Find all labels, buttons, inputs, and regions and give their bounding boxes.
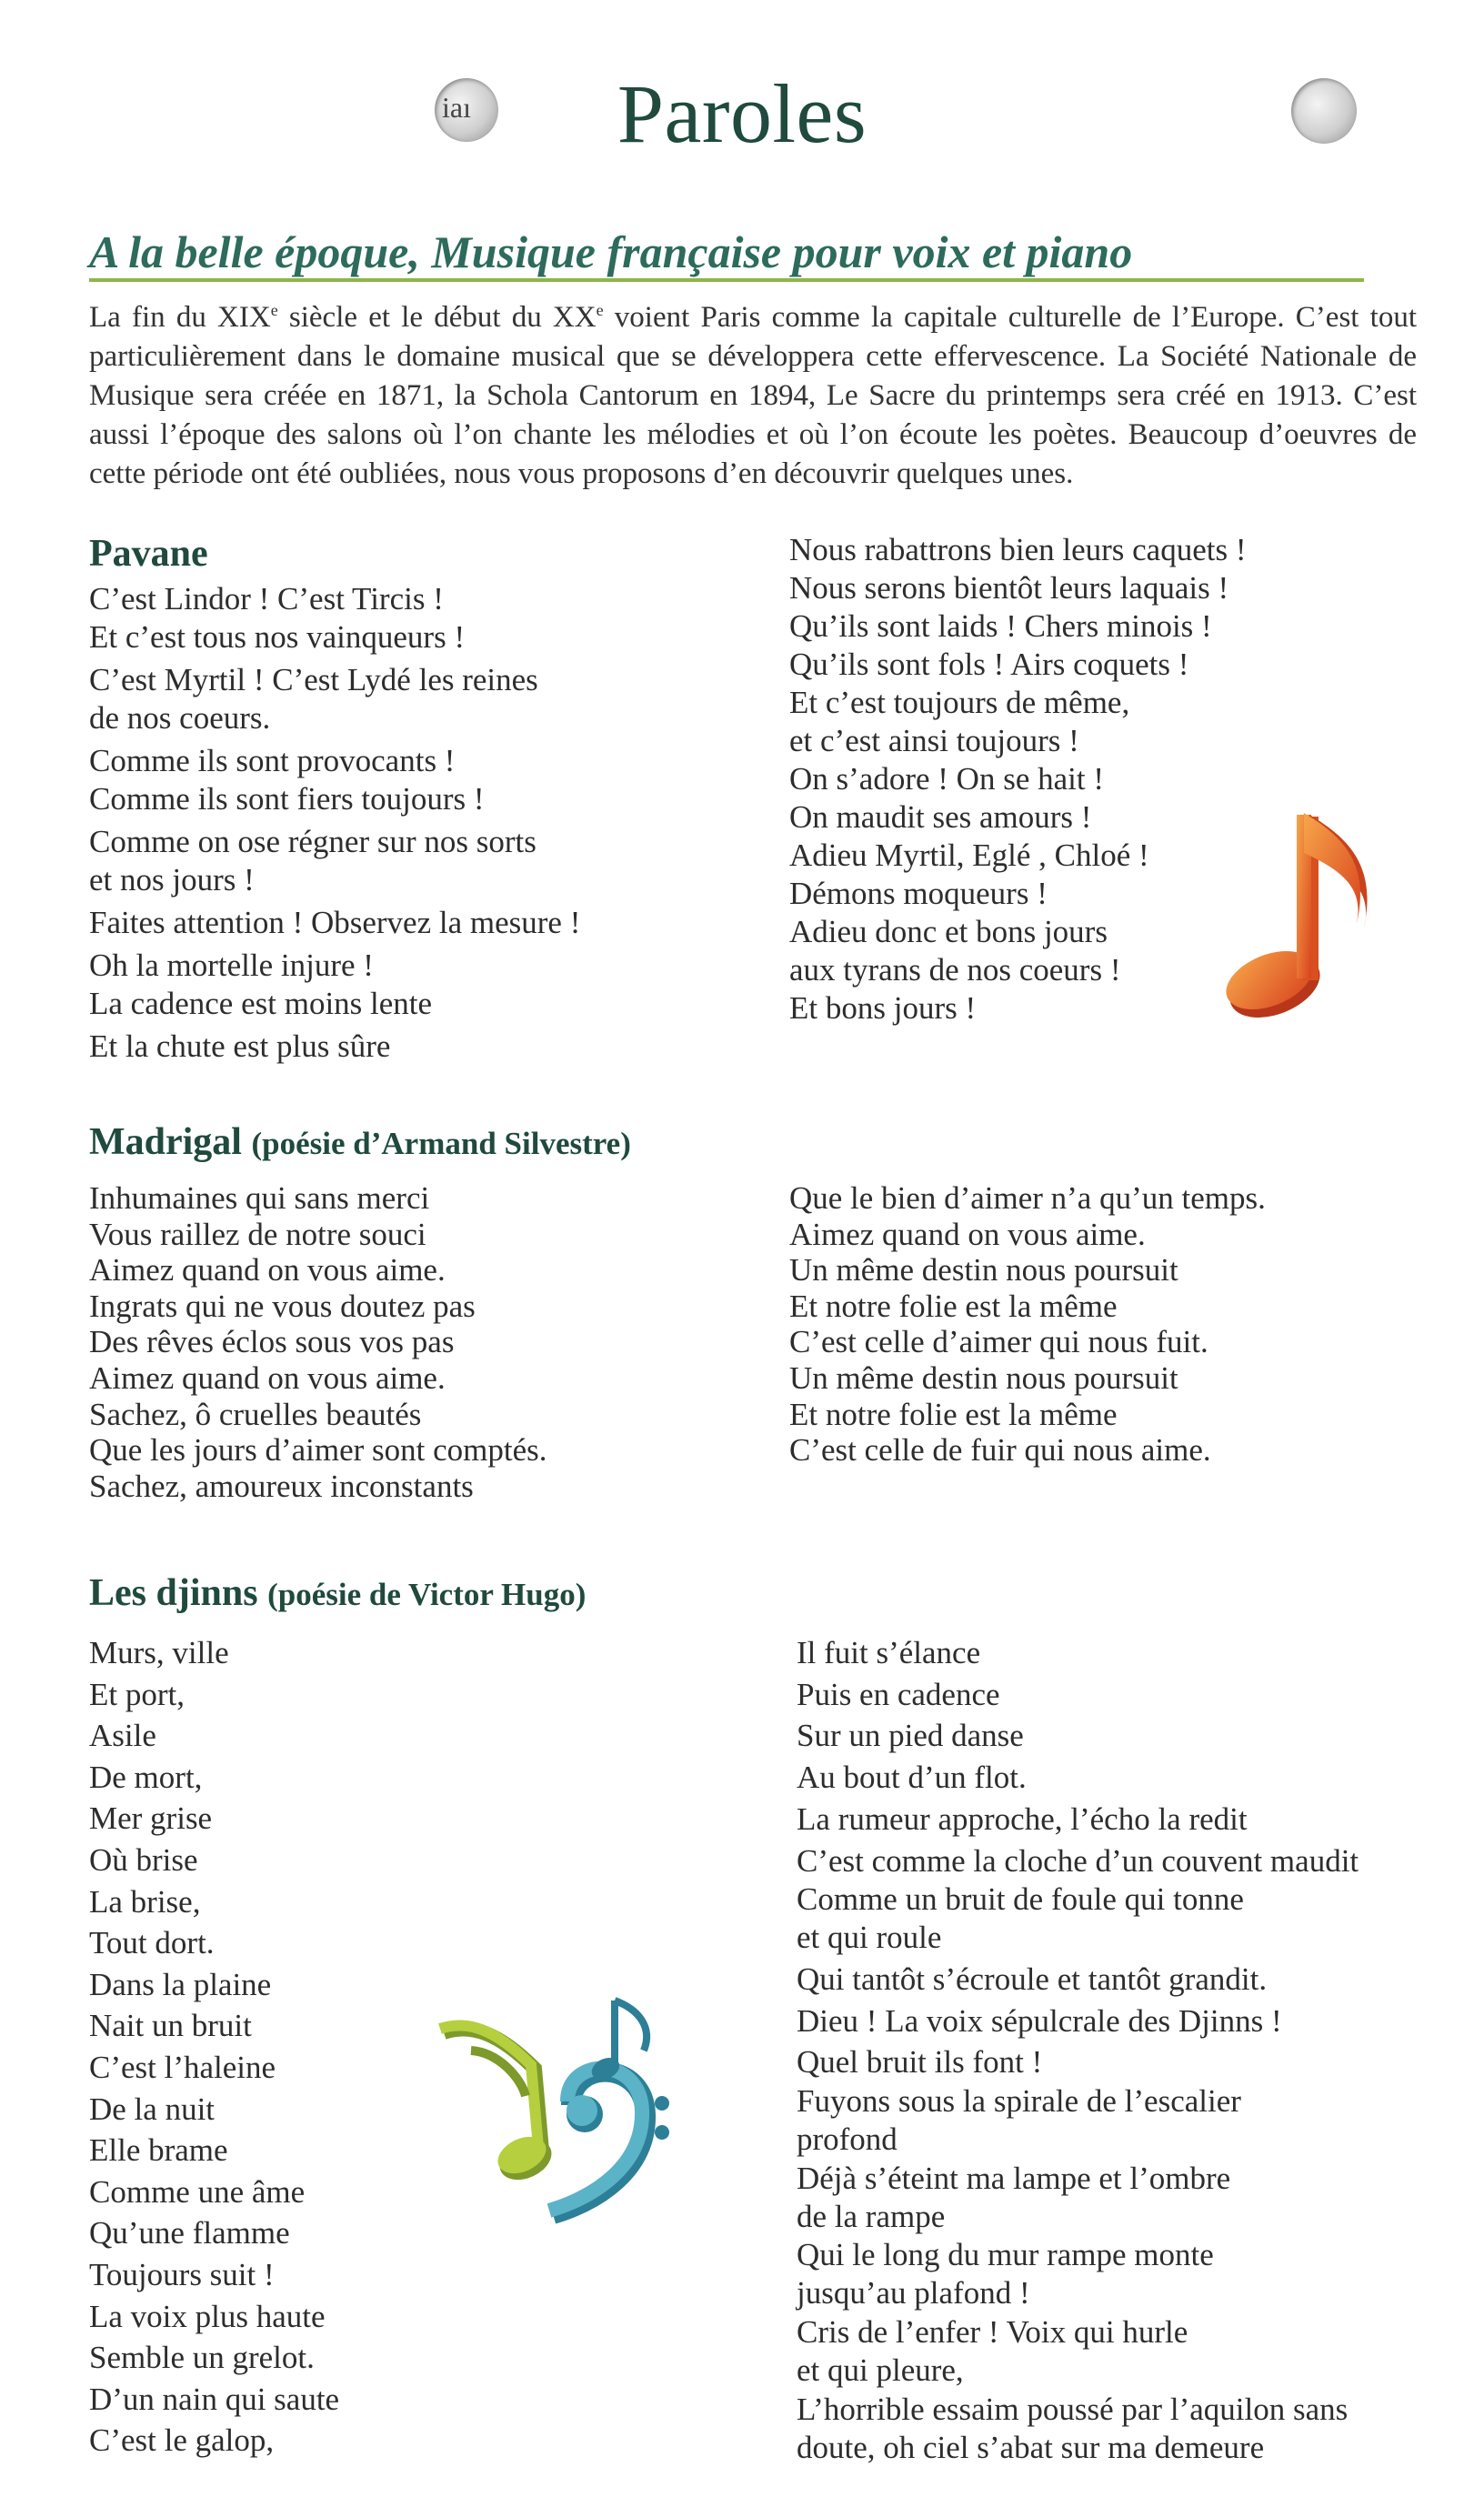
djinns-title xyxy=(89,1571,586,1615)
page-title: Paroles xyxy=(617,67,867,160)
djinns-right-line: L’horrible essaim poussé par l’aquilon sans xyxy=(797,2391,1349,2427)
madrigal-left-line: Sachez, ô cruelles beautés xyxy=(89,1396,422,1432)
pavane-left-column xyxy=(89,580,580,1066)
madrigal-left-line: Aimez quand on vous aime. xyxy=(89,1252,446,1289)
intro-text-1: La fin du XIX xyxy=(89,301,271,334)
intro-sup-1: e xyxy=(270,301,278,319)
djinns-left-line: La brise, xyxy=(89,1883,201,1920)
djinns-left-line: De mort, xyxy=(89,1759,203,1795)
madrigal-left-line: Des rêves éclos sous vos pas xyxy=(89,1324,455,1360)
madrigal-right-line: Aimez quand on vous aime. xyxy=(789,1216,1146,1252)
pavane-right-line: Adieu donc et bons jours xyxy=(789,914,1108,949)
pavane-left-line: et nos jours ! xyxy=(89,862,255,898)
djinns-right-line: et qui pleure, xyxy=(797,2352,964,2389)
djinns-left-line: Semble un grelot. xyxy=(89,2340,315,2376)
pavane-right-line: Nous rabattrons bien leurs caquets ! xyxy=(789,532,1247,567)
pavane-right-column xyxy=(789,531,1247,1028)
djinns-right-line: Déjà s’éteint ma lampe et l’ombre xyxy=(797,2160,1231,2196)
djinns-right-line: de la rampe xyxy=(797,2198,946,2234)
djinns-right-line: Cris de l’enfer ! Voix qui hurle xyxy=(797,2314,1188,2351)
djinns-right-line: C’est comme la cloche d’un couvent maudit xyxy=(797,1842,1359,1879)
pavane-left-line: Comme ils sont provocants ! xyxy=(89,743,456,778)
djinns-right-line: Comme un bruit de foule qui tonne xyxy=(797,1881,1244,1918)
djinns-left-line: C’est le galop, xyxy=(89,2422,275,2459)
djinns-right-line: doute, oh ciel s’abat sur ma demeure xyxy=(797,2429,1265,2465)
pavane-right-line: Et bons jours ! xyxy=(789,990,977,1026)
pavane-right-line: Nous serons bientôt leurs laquais ! xyxy=(789,570,1229,606)
madrigal-left-line: Aimez quand on vous aime. xyxy=(89,1359,446,1396)
pavane-right-line: et c’est ainsi toujours ! xyxy=(789,723,1079,758)
djinns-left-line: Murs, ville xyxy=(89,1635,229,1670)
intro-text-2: siècle et le début du XX xyxy=(277,301,597,334)
pavane-title xyxy=(89,532,208,576)
djinns-right-line: Au bout d’un flot. xyxy=(797,1760,1027,1796)
pavane-left-line: de nos coeurs. xyxy=(89,700,271,736)
djinns-right-column xyxy=(797,1632,1359,2469)
djinns-left-line: Tout dort. xyxy=(89,1925,215,1961)
madrigal-left-line: Ingrats qui ne vous doutez pas xyxy=(89,1288,476,1324)
djinns-left-line: Dans la plaine xyxy=(89,1966,272,2002)
pavane-left-line: Et la chute est plus sûre xyxy=(89,1028,391,1064)
hole-left-label: iaı xyxy=(442,91,471,124)
djinns-left-line: Mer grise xyxy=(89,1800,213,1837)
djinns-left-line: Qu’une flamme xyxy=(89,2215,290,2251)
madrigal-right-line: Et notre folie est la même xyxy=(789,1288,1118,1324)
madrigal-left-line: Que les jours d’aimer sont comptés. xyxy=(89,1432,547,1469)
djinns-left-line: Asile xyxy=(89,1718,156,1754)
djinns-right-line: Il fuit s’élance xyxy=(797,1635,981,1670)
djinns-left-line: Toujours suit ! xyxy=(89,2256,275,2292)
madrigal-right-line: C’est celle de fuir qui nous aime. xyxy=(789,1432,1211,1469)
intro-text-3: voient Paris comme la capitale culturelle de l’Europe. C’est tout particulièrement dans le domaine musical que se développera cette effervescence. La Société Nationale de Musique sera créée en 1871, la Schola Cantorum en 1894, Le Sacre du printemps sera créé en 1913. C’est aussi l’époque des salons où l’on chante les mélodies et où l’on écoute les poètes. Beaucoup d’oeuvres de cette période ont été oubliées, nous vous proposons d’en découvrir quelques unes. xyxy=(89,301,1417,490)
pavane-left-line: C’est Myrtil ! C’est Lydé les reines xyxy=(89,662,538,697)
pavane-left-line: Comme ils sont fiers toujours ! xyxy=(89,781,485,817)
djinns-right-line: Sur un pied danse xyxy=(797,1718,1024,1754)
pavane-title-text: Pavane xyxy=(89,533,208,575)
djinns-left-line: La voix plus haute xyxy=(89,2298,326,2334)
pavane-right-line: On maudit ses amours ! xyxy=(789,799,1092,835)
djinns-right-line: et qui roule xyxy=(797,1920,942,1956)
subtitle-underline xyxy=(89,278,1364,282)
djinns-title-text: Les djinns xyxy=(89,1572,258,1614)
intro-paragraph xyxy=(89,291,1417,494)
bass-clef-and-notes-icon xyxy=(435,1996,671,2232)
djinns-left-line: Comme une âme xyxy=(89,2173,306,2210)
madrigal-left-line: Sachez, amoureux inconstants xyxy=(89,1468,474,1504)
pavane-right-line: Et c’est toujours de même, xyxy=(789,685,1130,720)
pavane-left-line: La cadence est moins lente xyxy=(89,986,433,1021)
djinns-left-column xyxy=(89,1632,339,2462)
madrigal-right-line: Et notre folie est la même xyxy=(789,1396,1118,1432)
djinns-left-line: Où brise xyxy=(89,1841,198,1878)
madrigal-title xyxy=(89,1120,631,1164)
pavane-right-line: Qu’ils sont fols ! Airs coquets ! xyxy=(789,647,1189,682)
djinns-right-line: jusqu’au plafond ! xyxy=(797,2275,1030,2311)
madrigal-right-line: Un même destin nous poursuit xyxy=(789,1252,1178,1289)
djinns-left-line: De la nuit xyxy=(89,2091,216,2127)
pavane-right-line: Adieu Myrtil, Eglé , Chloé ! xyxy=(789,837,1149,873)
madrigal-left-line: Vous raillez de notre souci xyxy=(89,1216,426,1252)
djinns-right-line: Fuyons sous la spirale de l’escalier xyxy=(797,2083,1241,2120)
pavane-left-line: Et c’est tous nos vainqueurs ! xyxy=(89,619,466,655)
pavane-right-line: Qu’ils sont laids ! Chers minois ! xyxy=(789,608,1212,644)
djinns-left-line: D’un nain qui saute xyxy=(89,2381,340,2417)
madrigal-right-line: Que le bien d’aimer n’a qu’un temps. xyxy=(789,1180,1266,1216)
madrigal-right-line: Un même destin nous poursuit xyxy=(789,1359,1178,1396)
section-subtitle: A la belle époque, Musique française pour voix et piano xyxy=(89,226,1133,277)
pavane-left-line: Oh la mortelle injure ! xyxy=(89,948,374,983)
madrigal-left-line: Inhumaines qui sans merci xyxy=(89,1180,430,1216)
djinns-left-line: Et port, xyxy=(89,1676,185,1712)
djinns-subtitle: (poésie de Victor Hugo) xyxy=(267,1577,587,1612)
djinns-left-line: C’est l’haleine xyxy=(89,2049,276,2085)
madrigal-right-line: C’est celle d’aimer qui nous fuit. xyxy=(789,1324,1208,1360)
djinns-right-line: Puis en cadence xyxy=(797,1676,1000,1712)
djinns-right-line: La rumeur approche, l’écho la redit xyxy=(797,1800,1248,1837)
pavane-left-line: Comme on ose régner sur nos sorts xyxy=(89,824,536,859)
intro-sup-2: e xyxy=(596,301,604,319)
djinns-left-line: Nait un bruit xyxy=(89,2008,252,2044)
djinns-right-line: Dieu ! La voix sépulcrale des Djinns ! xyxy=(797,2002,1282,2039)
pavane-right-line: On s’adore ! On se hait ! xyxy=(789,761,1105,797)
madrigal-subtitle: (poésie d’Armand Silvestre) xyxy=(251,1126,631,1161)
madrigal-right-column xyxy=(789,1180,1266,1469)
djinns-right-line: profond xyxy=(797,2121,897,2158)
djinns-right-line: Qui tantôt s’écroule et tantôt grandit. xyxy=(797,1960,1268,1997)
madrigal-left-column xyxy=(89,1180,547,1504)
madrigal-title-text: Madrigal xyxy=(89,1121,242,1163)
djinns-right-line: Qui le long du mur rampe monte xyxy=(797,2237,1214,2273)
djinns-right-line: Quel bruit ils font ! xyxy=(797,2044,1043,2081)
pavane-left-line: C’est Lindor ! C’est Tircis ! xyxy=(89,581,444,617)
pavane-left-line: Faites attention ! Observez la mesure ! xyxy=(89,905,581,940)
pavane-right-line: aux tyrans de nos coeurs ! xyxy=(789,952,1121,988)
pavane-right-line: Démons moqueurs ! xyxy=(789,876,1048,911)
djinns-left-line: Elle brame xyxy=(89,2132,228,2169)
orange-eighth-note-icon xyxy=(1218,800,1382,1028)
